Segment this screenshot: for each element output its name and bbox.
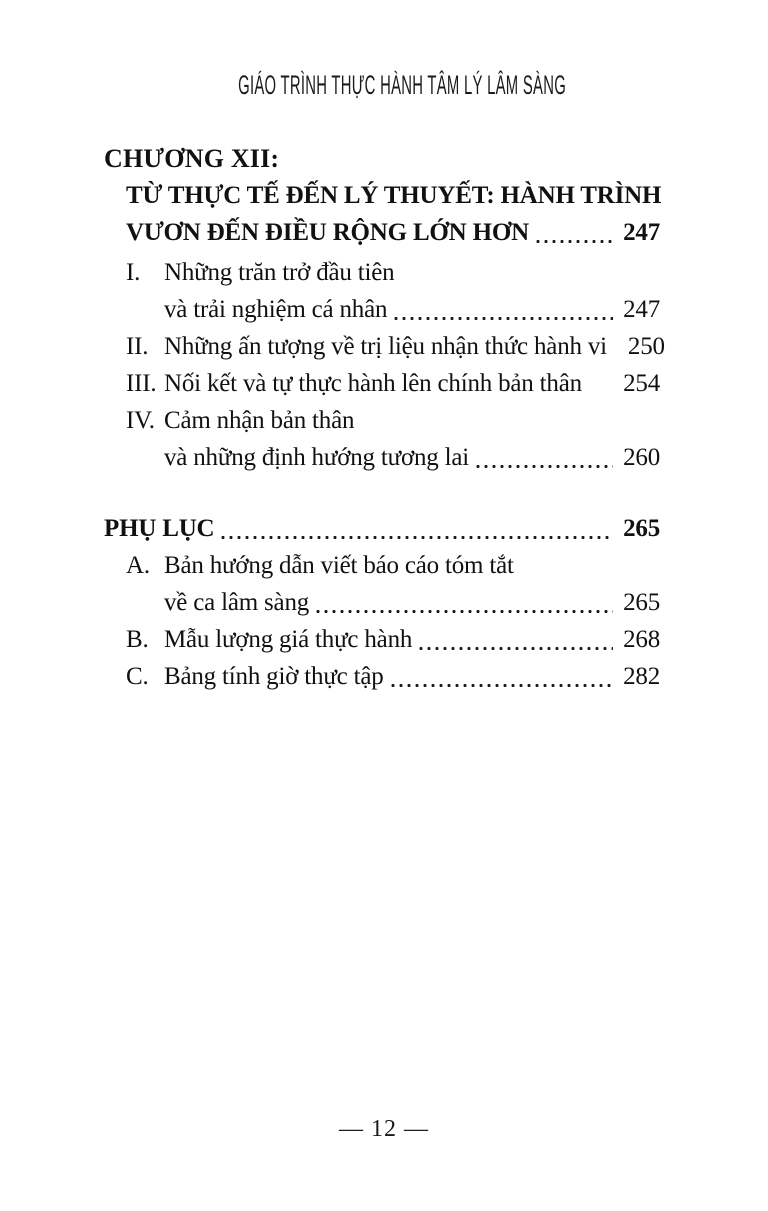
dot-leader: [474, 464, 613, 469]
appendix-entry-a: [104, 547, 660, 584]
appendix-letter: B.: [126, 626, 149, 653]
toc-entry-text: và trải nghiệm cá nhân: [164, 296, 388, 323]
appendix-heading-text: PHỤ LỤC: [104, 515, 215, 542]
spacer: [587, 390, 613, 395]
dot-leader: [219, 535, 613, 540]
running-header: [104, 72, 660, 98]
toc-entry-text: Những ấn tượng về trị liệu nhận thức hành vi: [164, 333, 607, 360]
dot-leader: [389, 683, 614, 688]
toc-entry-iii: [104, 365, 660, 402]
page-number: 260: [623, 444, 660, 471]
appendix-entry-a-continuation: [104, 584, 660, 621]
running-header-title: GIÁO TRÌNH THỰC HÀNH TÂM LÝ LÂM SÀNG: [238, 70, 567, 100]
toc-entry-ii: [104, 328, 665, 365]
appendix-heading: [104, 510, 660, 547]
dot-leader: [534, 239, 613, 244]
page-number: 247: [623, 219, 660, 246]
toc-entry-iv-continuation: [104, 439, 660, 476]
chapter-title-line-1: [104, 177, 660, 214]
toc-content: [104, 0, 665, 695]
page-number: 282: [623, 663, 660, 690]
section-numeral: III.: [126, 370, 157, 397]
section-numeral: II.: [126, 333, 149, 360]
dot-leader: [417, 646, 613, 651]
toc-entry-text: Mẫu lượng giá thực hành: [164, 626, 413, 653]
page-number: 268: [623, 626, 660, 653]
toc-entry-text: về ca lâm sàng: [164, 589, 310, 616]
page-number: 254: [623, 370, 660, 397]
page-number: 250: [627, 333, 665, 360]
chapter-heading: CHƯƠNG XII:: [104, 144, 280, 173]
toc-entry-i: [104, 254, 660, 291]
toc-entry-text: Bảng tính giờ thực tập: [164, 663, 384, 690]
toc-entry-text: Bản hướng dẫn viết báo cáo tóm tắt: [164, 552, 514, 579]
toc-entry-text: Cảm nhận bản thân: [164, 407, 355, 434]
appendix-letter: C.: [126, 663, 149, 690]
page-number: 265: [623, 589, 660, 616]
dot-leader: [392, 316, 613, 321]
page-number: 265: [623, 515, 660, 542]
chapter-title-text-2: VƯƠN ĐẾN ĐIỀU RỘNG LỚN HƠN: [126, 219, 529, 246]
appendix-entry-c: [104, 658, 660, 695]
chapter-title-line-2: [104, 214, 660, 251]
chapter-title-text-1: TỪ THỰC TẾ ĐẾN LÝ THUYẾT: HÀNH TRÌNH: [126, 182, 662, 209]
page-number: 247: [623, 296, 660, 323]
toc-entry-i-continuation: [104, 291, 660, 328]
toc-entry-text: Nối kết và tự thực hành lên chính bản thân: [164, 370, 582, 397]
spacer: [612, 353, 618, 358]
appendix-entry-b: [104, 621, 660, 658]
toc-entry-iv: [104, 402, 660, 439]
toc-entry-text: Những trăn trở đầu tiên: [164, 259, 395, 286]
folio-page-number: — 12 —: [339, 1116, 429, 1142]
section-numeral: I.: [126, 259, 141, 286]
section-numeral: IV.: [126, 407, 155, 434]
dot-leader: [314, 609, 613, 614]
appendix-letter: A.: [126, 552, 150, 579]
toc-entry-text: và những định hướng tương lai: [164, 444, 470, 471]
